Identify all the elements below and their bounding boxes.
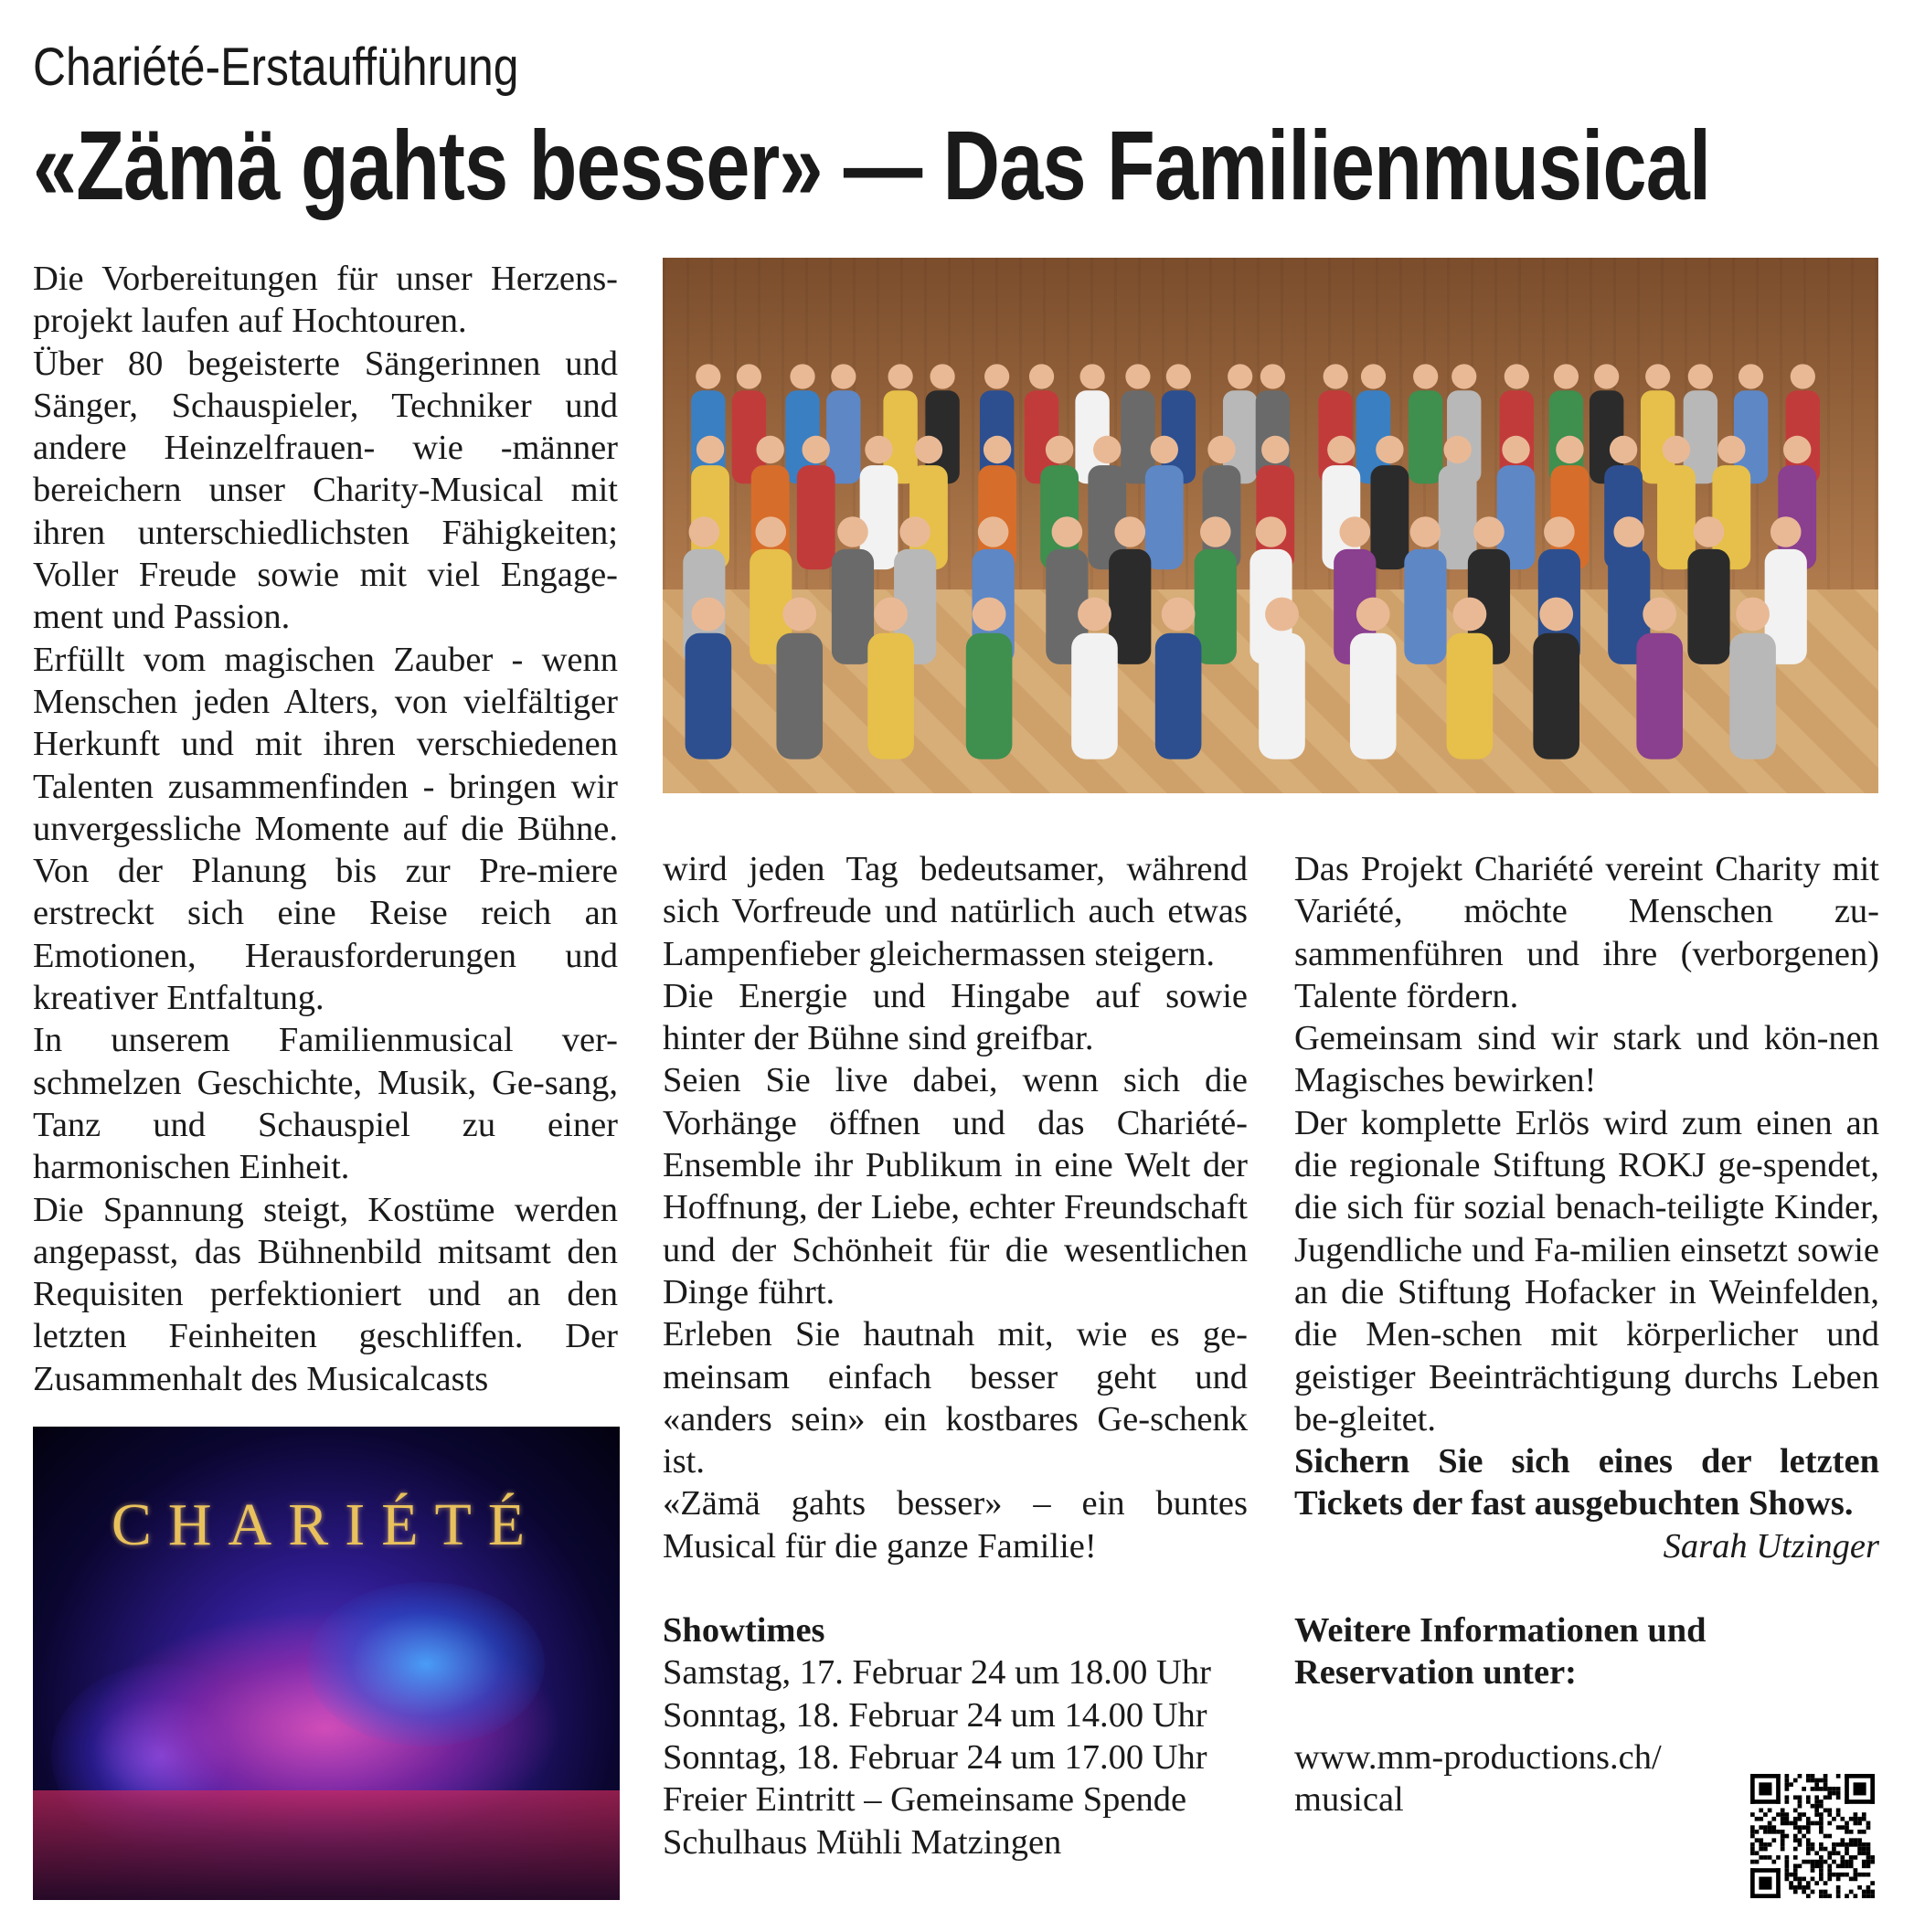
person-head [1078,598,1111,632]
article-column-1 [33,258,618,1400]
person-head [1046,436,1073,463]
info-heading: Weitere Informationen und Reservation unter: [1294,1611,1707,1693]
person-head [888,364,913,388]
person-head [1791,364,1815,388]
showtime-line: Sonntag, 18. Februar 24 um 17.00 Uhr [663,1737,1207,1777]
person-body [1636,633,1683,759]
person-head [1451,364,1476,388]
person-head [689,516,720,547]
paragraph: Erleben Sie hautnah mit, wie es ge-meinsam einfach besser geht und «anders sein» ein kostbares Ge-schenk ist. [663,1315,1248,1481]
person-head [831,364,856,388]
qr-code-icon[interactable] [1750,1774,1875,1898]
person-body [1155,633,1202,759]
person-head [1645,364,1670,388]
person-head [1610,436,1637,463]
person-body [1145,465,1184,569]
person-head [1356,598,1390,632]
paragraph: Gemeinsam sind wir stark und kön-nen Magisches bewirken! [1294,1019,1879,1100]
person-head [1207,436,1235,463]
person-head [1361,364,1386,388]
person-head [865,436,892,463]
person-head [1473,516,1505,547]
paragraph: Seien Sie live dabei, wenn sich die Vorhänge öffnen und das Chariété-Ensemble ihr Publikum in eine Welt der Hoffnung, der Liebe, echter Freundschaft und der Schönheit für die wesentlichen Dinge führt. [663,1061,1248,1311]
person-head [978,516,1009,547]
person-head [1613,516,1644,547]
person-head [1443,436,1471,463]
article-kicker: Chariété-Erstaufführung [33,37,519,97]
group-photo-image [663,258,1878,793]
poster-glow [307,1582,545,1746]
person-body [1729,633,1776,759]
person-head [696,436,724,463]
person-body [1404,549,1446,664]
person-head [1052,516,1083,547]
paragraph: Die Vorbereitungen für unser Herzens-projekt laufen auf Hochtouren. [33,260,618,341]
person-head [1166,364,1191,388]
person-head [1544,516,1575,547]
person-head [1200,516,1231,547]
person-head [1694,516,1725,547]
person-head [1643,598,1676,632]
person-head [1151,436,1178,463]
person-body [1071,633,1118,759]
person-body [776,633,823,759]
person-body [1259,633,1305,759]
person-body [797,465,835,569]
person-body [867,633,914,759]
person-head [1717,436,1745,463]
poster-image [33,1427,620,1900]
person-head [1554,364,1579,388]
article-column-2 [663,848,1248,1863]
person-head [1093,436,1121,463]
article-column-3 [1294,848,1879,1821]
paragraph: wird jeden Tag bedeutsamer, während sich Vorfreude und natürlich auch etwas Lampenfieber gleichermassen steigern. [663,850,1248,973]
person-body [1350,633,1397,759]
person-head [1114,516,1145,547]
call-to-action: Sichern Sie sich eines der letzten Tickets der fast ausgebuchten Shows. [1294,1442,1879,1523]
person-body [966,633,1013,759]
person-head [1739,364,1763,388]
article-headline: «Zämä gahts besser» — Das Familienmusical [33,110,1711,220]
person-head [1783,436,1811,463]
person-head [803,436,830,463]
person-head [1556,436,1583,463]
person-head [1594,364,1619,388]
author-signature: Sarah Utzinger [1663,1526,1879,1566]
person-head [1265,598,1299,632]
person-head [1327,436,1355,463]
paragraph: In unserem Familienmusical ver-schmelzen Geschichte, Musik, Ge-sang, Tanz und Schauspiel zu einer harmonischen Einheit. [33,1021,618,1187]
person-body [832,549,874,664]
person-body [1439,465,1477,569]
person-head [1339,516,1370,547]
person-head [1376,436,1403,463]
paragraph: Die Spannung steigt, Kostüme werden angepasst, das Bühnenbild mitsamt den Requisiten perfektioniert und an den letzten Feinheiten geschliffen. Der Zusammenhalt des Musicalcasts [33,1190,618,1398]
paragraph: Die Energie und Hingabe auf sowie hinter der Bühne sind greifbar. [663,976,1248,1058]
person-head [930,364,955,388]
person-head [1770,516,1802,547]
person-head [1452,598,1486,632]
person-head [837,516,868,547]
showtime-line: Freier Eintritt – Gemeinsame Spende [663,1780,1187,1820]
person-body [1687,549,1729,664]
person-head [1688,364,1713,388]
person-head [1080,364,1105,388]
person-head [755,516,786,547]
person-body [1409,390,1442,483]
person-head [1502,436,1529,463]
person-head [1324,364,1348,388]
person-head [1162,598,1196,632]
person-body [1447,633,1494,759]
person-body [686,633,732,759]
person-head [915,436,942,463]
person-body [1533,633,1579,759]
showtime-line: Schulhaus Mühli Matzingen [663,1822,1062,1862]
person-head [984,364,1009,388]
showtimes-heading: Showtimes [663,1611,825,1651]
person-head [756,436,783,463]
person-head [782,598,816,632]
person-head [1410,516,1441,547]
person-head [1125,364,1150,388]
photo-crowd [663,258,1878,793]
paragraph: Das Projekt Chariété vereint Charity mit Variété, möchte Menschen zu-sammenführen und ihre (verborgenen) Talente fördern. [1294,850,1879,1015]
showtime-line: Sonntag, 18. Februar 24 um 14.00 Uhr [663,1695,1207,1735]
poster-stage [33,1790,620,1900]
person-head [973,598,1006,632]
info-url[interactable]: www.mm-productions.ch/ [1294,1737,1662,1777]
person-head [1539,598,1573,632]
person-head [696,364,720,388]
paragraph: Erfüllt vom magischen Zauber - wenn Menschen jeden Alters, von vielfältiger Herkunft und mit ihren verschiedenen Talenten zusammenfinden - bringen wir unvergessliche Momente auf die Bühne. Von der Planung bis zur Pre-miere erstreckt sich eine Reise reich an Emotionen, Herausforderungen und kreativer Entfaltung. [33,640,618,1018]
person-head [1256,516,1287,547]
person-head [1736,598,1770,632]
person-head [874,598,908,632]
person-body [1371,465,1409,569]
person-head [1029,364,1054,388]
paragraph: Der komplette Erlös wird zum einen an die regionale Stiftung ROKJ ge-spendet, die sich für sozial benach-teiligte Kinder, Jugendliche und Fa-milien einsetzt sowie an die Stiftung Hofacker in Weinfelden, die Men-schen mit körperlicher und geistiger Beeinträchtigung durchs Leben be-gleitet. [1294,1103,1879,1438]
showtime-line: Samstag, 17. Februar 24 um 18.00 Uhr [663,1653,1211,1693]
info-url-continued[interactable]: musical [1294,1779,1404,1819]
person-head [790,364,814,388]
person-head [1228,364,1252,388]
person-head [984,436,1011,463]
person-head [691,598,725,632]
person-head [1413,364,1438,388]
paragraph: Über 80 begeisterte Sängerinnen und Sänger, Schauspieler, Techniker und andere Heinzelfrauen- wie -männer bereichern unser Charity-Musical mit ihren unterschiedlichsten Fähigkeiten; Voller Freude sowie mit viel Engage-ment und Passion. [33,344,618,637]
person-head [1260,364,1285,388]
paragraph: «Zämä gahts besser» – ein buntes Musical für die ganze Familie! [663,1484,1248,1566]
poster-logo-text: CHARIÉTÉ [111,1491,542,1558]
person-head [1261,436,1289,463]
person-head [1505,364,1529,388]
person-head [1663,436,1690,463]
person-head [737,364,761,388]
person-head [899,516,930,547]
person-body [1657,465,1696,569]
